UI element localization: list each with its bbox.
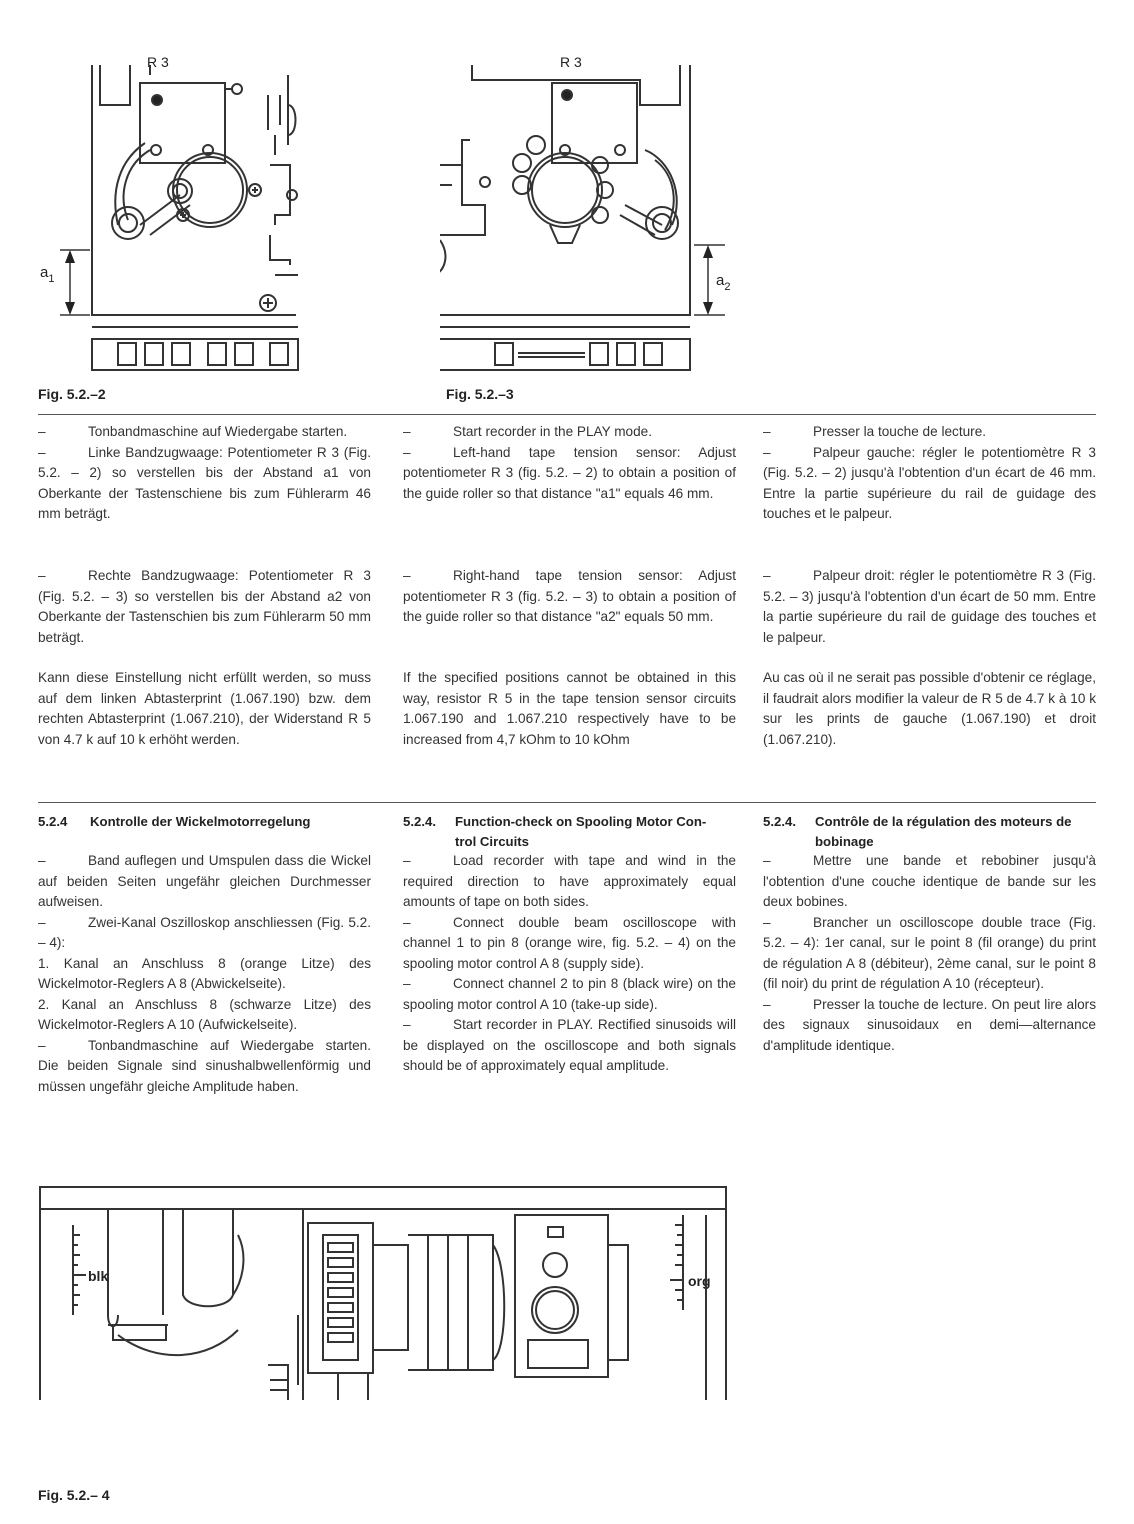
section1-german-note: Kann diese Einstellung nicht erfüllt werden, so muss auf dem linken Abtasterprint (1.067.190) bzw. dem rechten Abtasterprint (1.067.210), der Widerstand R 5 von 4.7 k auf 10 k erhöht werden.	[38, 670, 371, 747]
section2-divider	[38, 802, 1096, 803]
figure-5-2-3-diagram	[440, 45, 740, 380]
fr-step-2: – Palpeur gauche: régler le potentiomètre R 3 (Fig. 5.2. – 2) jusqu'à l'obtention d'un écart de 46 mm. Entre la partie supérieure du rail de guidage des touches et le palpeur.	[763, 444, 1096, 521]
section1-german-column	[38, 422, 371, 525]
en-step-2: – Left-hand tape tension sensor: Adjust potentiometer R 3 (fig. 5.2. – 2) to obtain a position of the guide roller so that distance "a1" equals 46 mm.	[403, 444, 736, 501]
en-section-heading: 5.2.4. Function-check on Spooling Motor Con- trol Circuits	[403, 814, 707, 849]
section2-french-column: – Mettre une bande et rebobiner jusqu'à l'obtention d'une couche identique de bande sur les deux bobines. – Brancher un oscilloscope double trace (Fig. 5.2. – 4): 1er canal, sur le point 8 (fil orange) du print de régulation A 8 (débiteur), 2ème canal, sur le point 8 (fil noir) du print de régulation A 10 (récepteur). – Presser la touche de lecture. On peut lire alors des signaux sinusoidaux en demi—alternance d'amplitude identique.	[763, 853, 1096, 1053]
section2-english-column: – Load recorder with tape and wind in the required direction to have approximately equal amounts of tape on both sides. – Connect double beam oscilloscope with channel 1 to pin 8 (orange wire, fig. 5.2. – 4) on the spooling motor control A 8 (supply side). – Connect channel 2 to pin 8 (black wire) on the spooling motor control A 10 (take-up side). – Start recorder in PLAY. Rectified sinusoids will be displayed on the oscilloscope and both signals should be of approximately equal amplitude.	[403, 853, 736, 1073]
en-step-1: – Start recorder in the PLAY mode.	[403, 424, 652, 439]
section1-english-note: If the specified positions cannot be obtained in this way, resistor R 5 in the tape tension sensor circuits 1.067.190 and 1.067.210 respectively have to be increased from 4,7 kOhm to 10 kOhm	[403, 670, 736, 747]
fr-step-1: – Presser la touche de lecture.	[763, 424, 987, 439]
fig-5-2-2-caption: Fig. 5.2.–2	[38, 386, 106, 402]
section1-german-step3: – Rechte Bandzugwaage: Potentiometer R 3 (Fig. 5.2. – 3) so verstellen bis der Abstand a2 von Oberkante der Tastenschien bis zum Fühlerarm 50 mm beträgt.	[38, 568, 371, 645]
figure-5-2-4-diagram	[38, 1185, 733, 1410]
section1-french-step3: – Palpeur droit: régler le potentiomètre R 3 (Fig. 5.2. – 3) jusqu'à l'obtention d'un écart de 50 mm. Entre la partie supérieure du rail de guidage des touches et le palpeur.	[763, 568, 1096, 645]
fig4-blk-label: blk	[88, 1268, 109, 1284]
section1-english-column	[403, 422, 736, 504]
section2-german-column: – Band auflegen und Umspulen dass die Wickel auf beiden Seiten ungefähr gleichen Durchmesser aufweisen. – Zwei-Kanal Oszilloskop anschliessen (Fig. 5.2. – 4): 1. Kanal an Anschluss 8 (orange Litze) des Wickelmotor-Reglers A 8 (Abwickelseite). 2. Kanal an Anschluss 8 (schwarze Litze) des Wickelmotor-Reglers A 10 (Aufwickelseite). – Tonbandmaschine auf Wiedergabe starten. Die beiden Signale sind sinushalbwellenförmig und müssen ungefähr gleiche Amplitude haben.	[38, 853, 371, 1094]
fig3-r3-label: R 3	[560, 54, 582, 70]
section1-french-column	[763, 422, 1096, 525]
de-section-heading: 5.2.4 Kontrolle der Wickelmotorregelung	[38, 814, 311, 829]
fig-5-2-3-caption: Fig. 5.2.–3	[446, 386, 514, 402]
section1-english-step3: – Right-hand tape tension sensor: Adjust potentiometer R 3 (fig. 5.2. – 3) to obtain a position of the guide roller so that distance "a2" equals 50 mm.	[403, 568, 736, 624]
de-step-2: – Linke Bandzugwaage: Potentiometer R 3 (Fig. 5.2. – 2) so verstellen bis der Abstand a1 von Oberkante der Tastenschiene bis zum Fühlerarm 46 mm beträgt.	[38, 444, 371, 521]
fig4-org-label: org	[688, 1273, 711, 1289]
fig-5-2-4-caption: Fig. 5.2.– 4	[38, 1487, 110, 1503]
fr-section-heading: 5.2.4. Contrôle de la régulation des moteurs de bobinage	[763, 814, 1072, 849]
de-step-1: – Tonbandmaschine auf Wiedergabe starten.	[38, 424, 348, 439]
fig2-r3-label: R 3	[147, 54, 169, 70]
section1-french-note: Au cas où il ne serait pas possible d'obtenir ce réglage, il faudrait alors modifier la valeur de R 5 de 4.7 k à 10 k sur les prints de gauche (1.067.190) et droit (1.067.210).	[763, 670, 1096, 747]
figure-5-2-2-diagram	[30, 45, 320, 380]
fig3-a2-label: $a_2$	[716, 272, 731, 293]
fig2-a1-label: $a_1$	[40, 264, 55, 285]
section1-divider	[38, 414, 1096, 415]
